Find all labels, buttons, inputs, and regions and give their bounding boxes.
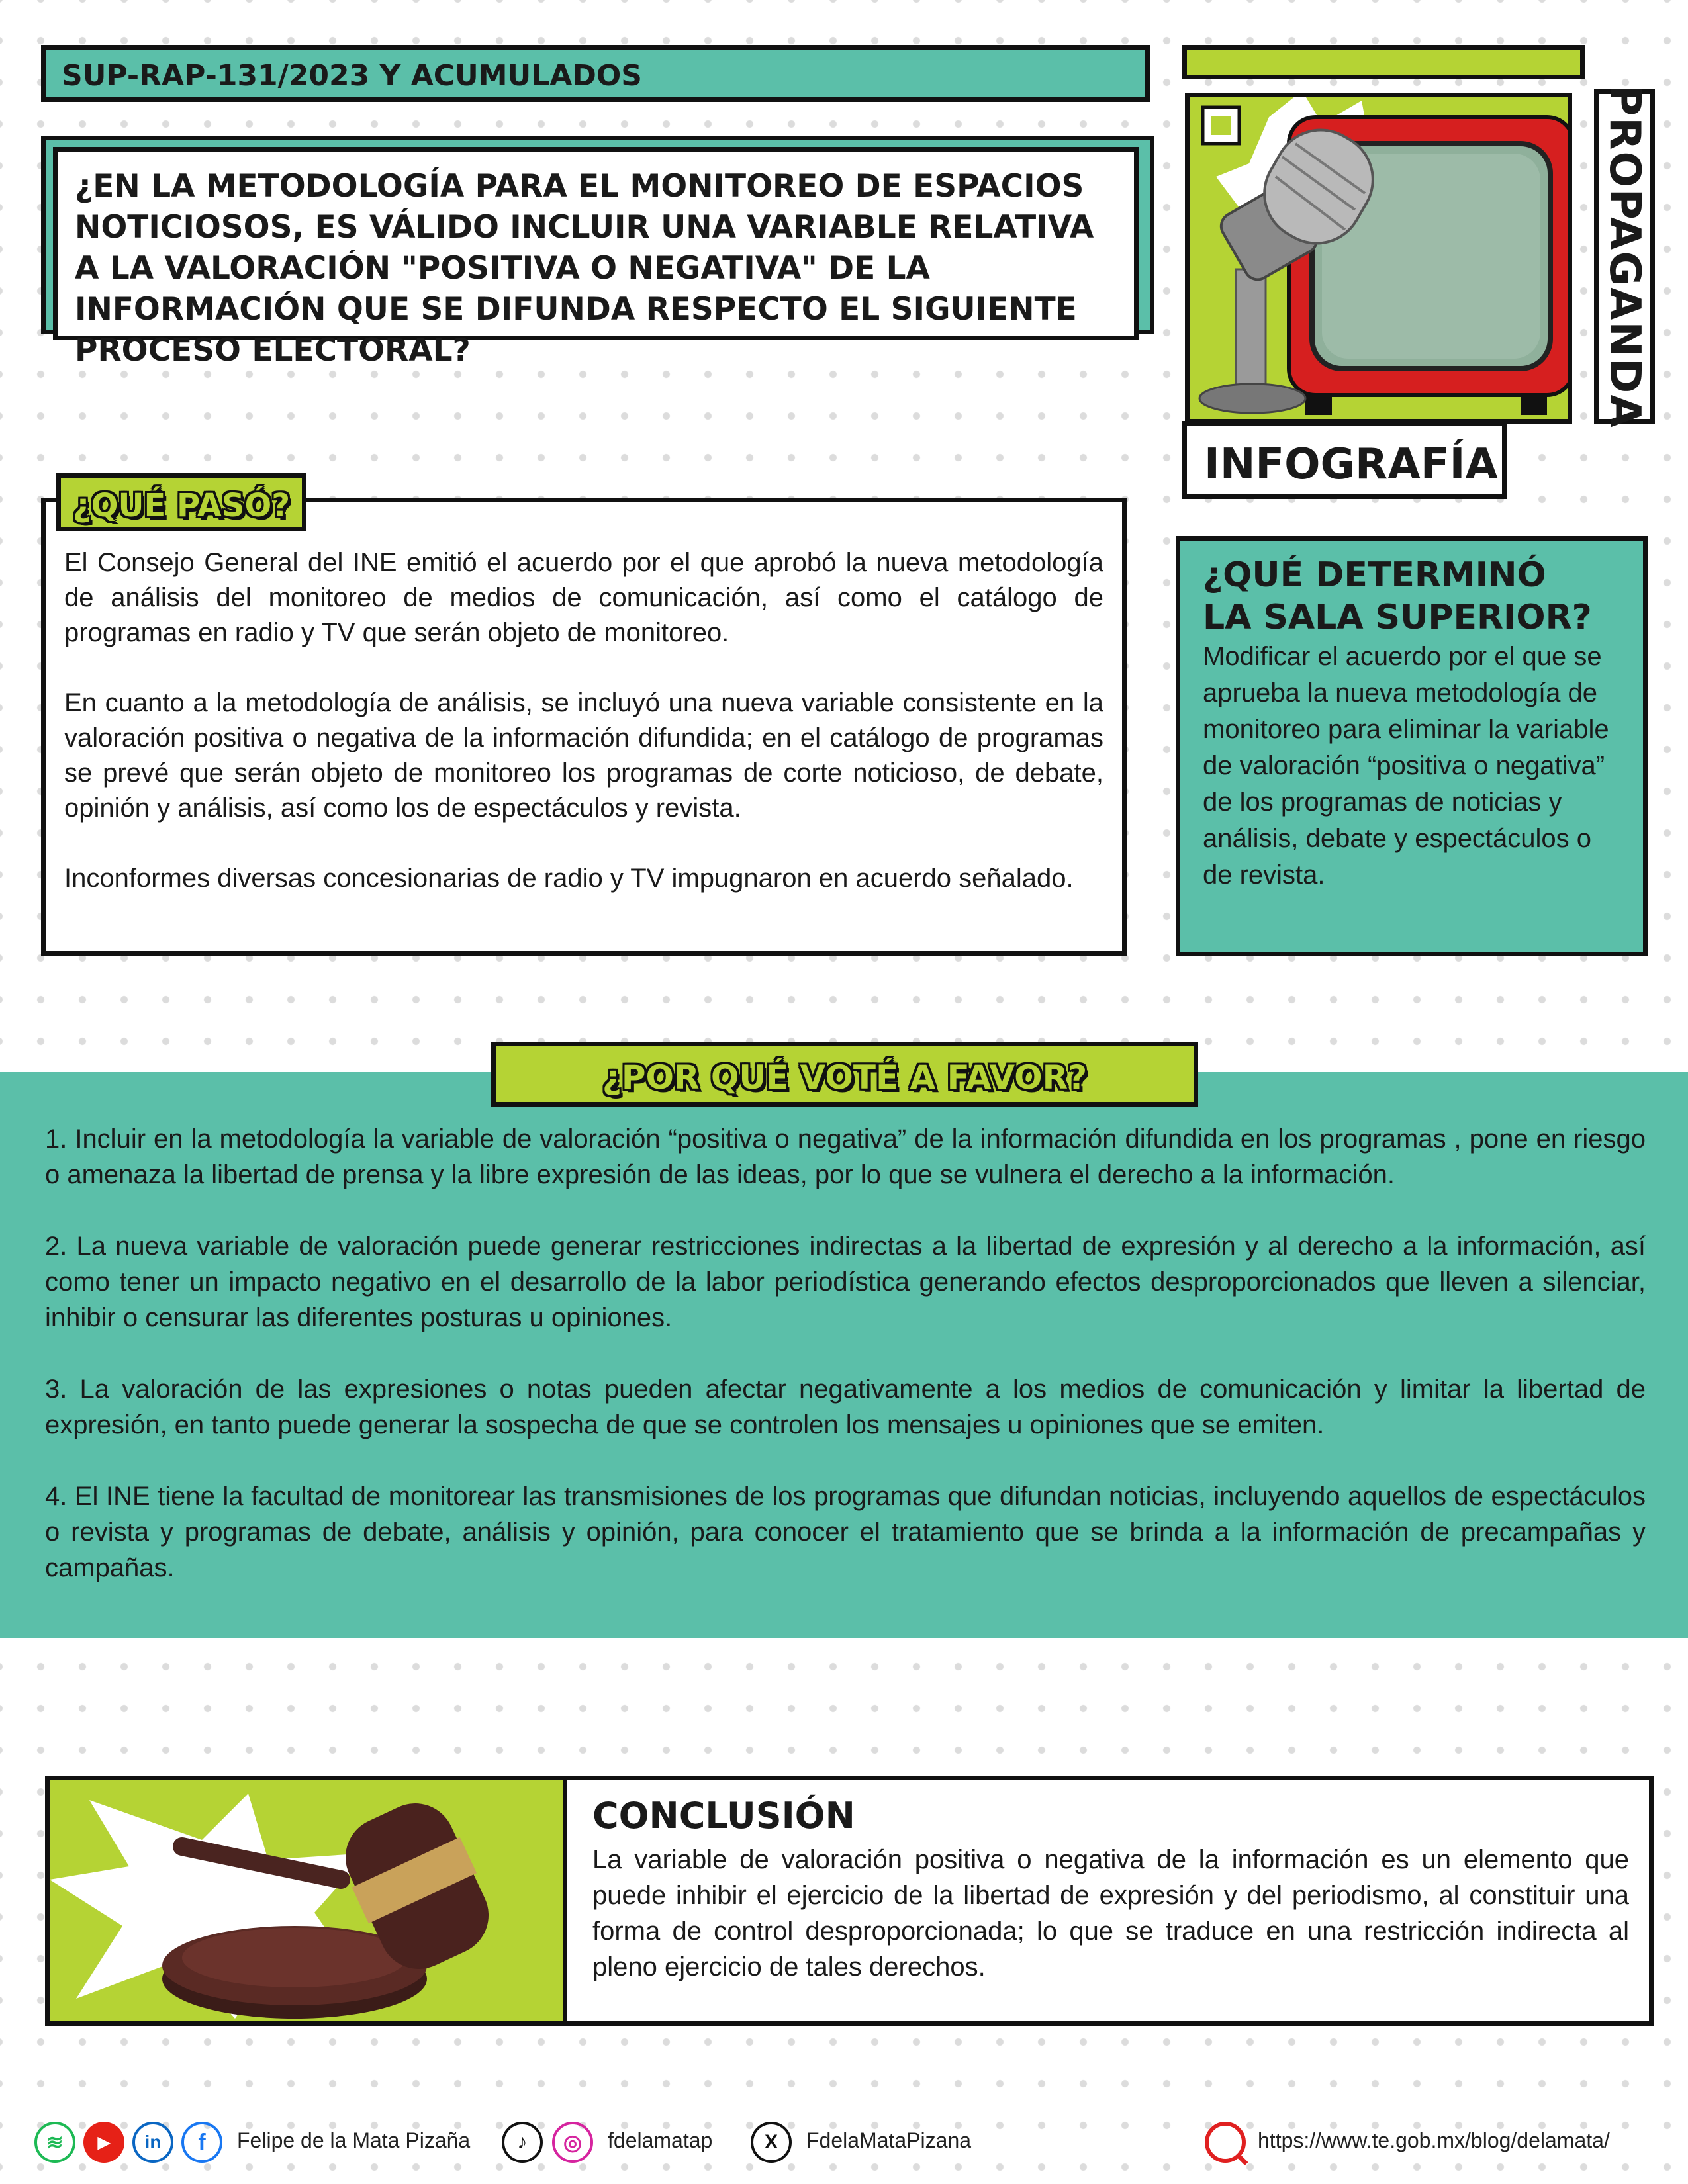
- type-label-box: [1182, 421, 1507, 499]
- conclusion-image: [45, 1776, 568, 2026]
- vote-reason-item: 4. El INE tiene la facultad de monitorear las transmisiones de los programas que difundan noticias, incluyendo aquellos de espectáculos o revista y programas de debate, análisis y opinión, para conocer el tratamiento que se brinda a la información de precampañas y campañas.: [45, 1482, 1646, 1582]
- microphone-tv-illustration: [1190, 97, 1568, 419]
- sala-superior-heading: [1203, 554, 1623, 639]
- header-image: [1185, 93, 1572, 424]
- conclusion-text: La variable de valoración positiva o negativa de la información es un elemento que puede inhibir el ejercicio de la libertad de expresión y del periodismo, al constituir una forma de control desproporcionada; lo que se traduce en una restricción indirecta al pleno ejercicio de tales derechos.: [592, 1845, 1629, 1981]
- vote-reasons-list: [45, 1121, 1646, 1621]
- que-paso-heading: ¿QUÉ PASÓ?: [72, 487, 291, 524]
- que-paso-section: [41, 498, 1127, 956]
- que-paso-paragraph: El Consejo General del INE emitió el acuerdo por el que aprobó la nueva metodología de análisis del monitoreo de medios de comunicación, así como el catálogo de programas en radio y TV que serán objeto de monitoreo.: [64, 548, 1103, 647]
- tiktok-icon[interactable]: ♪: [502, 2122, 543, 2163]
- topic-label-box: [1594, 84, 1655, 429]
- case-number: SUP-RAP-131/2023 Y ACUMULADOS: [62, 59, 642, 93]
- footer-handle-x: FdelaMataPizana: [806, 2128, 972, 2152]
- case-number-bar: [41, 45, 1150, 102]
- conclusion-section: [563, 1776, 1654, 2026]
- footer-url[interactable]: https://www.te.gob.mx/blog/delamata/: [1258, 2128, 1610, 2152]
- que-paso-paragraph: Inconformes diversas concesionarias de radio y TV impugnaron en acuerdo señalado.: [64, 864, 1074, 893]
- topic-label: PROPAGANDA: [1600, 84, 1649, 429]
- facebook-icon[interactable]: f: [181, 2122, 222, 2163]
- que-paso-heading-box: [56, 473, 306, 531]
- sala-superior-heading-line1: ¿QUÉ DETERMINÓ: [1203, 555, 1546, 595]
- search-icon[interactable]: [1205, 2122, 1246, 2163]
- type-label: INFOGRAFÍA: [1204, 440, 1498, 489]
- linkedin-icon[interactable]: in: [132, 2122, 173, 2163]
- vote-reason-item: 1. Incluir en la metodología la variable de valoración “positiva o negativa” de la información difundida en los programas , pone en riesgo o amenaza la libertad de prensa y la libre expresión de las ideas, por lo que se vulnera el derecho a la información.: [45, 1124, 1646, 1189]
- instagram-icon[interactable]: ◎: [552, 2122, 593, 2163]
- vote-reason-item: 2. La nueva variable de valoración puede generar restricciones indirectas a la libertad de expresión y al derecho a la información, así como tener un impacto negativo en el desarrollo de la labor periodística generando efectos desproporcionados que lleven a silenciar, inhibir o censurar las diferentes posturas u opiniones.: [45, 1232, 1646, 1332]
- footer-handle-social: fdelamatap: [608, 2128, 713, 2152]
- square-decoration-inner: [1211, 116, 1231, 135]
- header-accent-bar: [1182, 45, 1585, 79]
- conclusion-heading: CONCLUSIÓN: [592, 1795, 855, 1837]
- sala-superior-section: [1176, 536, 1648, 956]
- main-question: ¿EN LA METODOLOGÍA PARA EL MONITOREO DE ESPACIOS NOTICIOSOS, ES VÁLIDO INCLUIR UNA VARIABLE RELATIVA A LA VALORACIÓN "POSITIVA O NEGATIVA" DE LA INFORMACIÓN QUE SE DIFUNDA RESPECTO EL SIGUIENTE PROCESO ELECTORAL?: [53, 147, 1139, 340]
- youtube-icon[interactable]: ▶: [83, 2122, 124, 2163]
- vote-heading: ¿POR QUÉ VOTÉ A FAVOR?: [602, 1058, 1088, 1097]
- spotify-icon[interactable]: ≋: [34, 2122, 75, 2163]
- vote-reason-item: 3. La valoración de las expresiones o notas pueden afectar negativamente a los medios de comunicación y limitar la libertad de expresión, en tanto puede generar la sospecha de que se controlen los mensajes u opiniones que se emiten.: [45, 1375, 1646, 1439]
- x-icon[interactable]: X: [751, 2122, 792, 2163]
- que-paso-paragraph: En cuanto a la metodología de análisis, se incluyó una nueva variable consistente en la valoración positiva o negativa de la información difundida; en el catálogo de programas se prevé que serán objeto de monitoreo los programas de corte noticioso, de debate, opinión y análisis, así como los de espectáculos y revista.: [64, 688, 1103, 823]
- sala-superior-body: Modificar el acuerdo por el que se aprueba la nueva metodología de monitoreo para eliminar la variable de valoración “positiva o negativa” de los programas de noticias y análisis, debate y espectáculos o de revista.: [1203, 642, 1609, 889]
- footer-name: Felipe de la Mata Pizaña: [237, 2128, 471, 2152]
- vote-heading-box: [491, 1042, 1198, 1107]
- sala-superior-heading-line2: LA SALA SUPERIOR?: [1203, 598, 1592, 637]
